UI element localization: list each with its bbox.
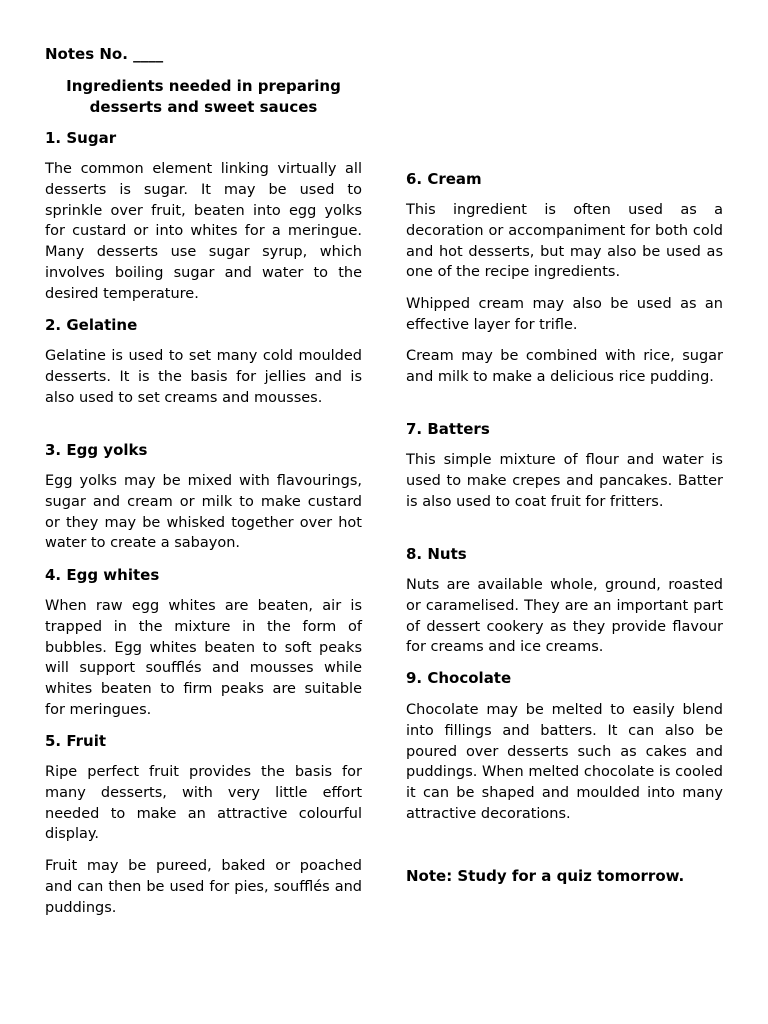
section-heading-cream: 6. Cream xyxy=(406,170,482,188)
section-heading-chocolate: 9. Chocolate xyxy=(406,669,512,687)
page-title: Ingredients needed in preparing desserts and sweet sauces xyxy=(66,77,341,116)
section-text-gelatine: Gelatine is used to set many cold moulded desserts. It is the basis for jellies and is also used to set creams and mousses. xyxy=(45,348,362,406)
section-heading-gelatine: 2. Gelatine xyxy=(45,316,138,334)
section-heading-sugar: 1. Sugar xyxy=(45,129,117,147)
section-text-batters: This simple mixture of flour and water is used to make crepes and pancakes. Batter is also used to coat fruit for fritters. xyxy=(406,452,723,510)
section-text-egg-yolks: Egg yolks may be mixed with flavourings, sugar and cream or milk to make custard or they may be whisked together over hot water to create a sabayon. xyxy=(45,473,362,552)
section-text-nuts: Nuts are available whole, ground, roasted or caramelised. They are an important part of dessert cookery as they provide flavour for creams and ice creams. xyxy=(406,577,723,656)
section-heading-batters: 7. Batters xyxy=(406,420,490,438)
section-heading-egg-yolks: 3. Egg yolks xyxy=(45,441,148,459)
section-text-fruit-1: Ripe perfect fruit provides the basis for many desserts, with very little effort needed to make an attractive colourful display. xyxy=(45,764,362,843)
notes-number: Notes No. ____ xyxy=(45,45,164,63)
section-heading-egg-whites: 4. Egg whites xyxy=(45,566,160,584)
section-heading-fruit: 5. Fruit xyxy=(45,732,107,750)
section-text-chocolate: Chocolate may be melted to easily blend into fillings and batters. It can also be poured over desserts such as cakes and puddings. When melted chocolate is cooled it can be shaped and moulded into many attractive decorations. xyxy=(406,702,723,822)
study-note: Note: Study for a quiz tomorrow. xyxy=(406,867,685,885)
section-text-cream-1: This ingredient is often used as a decoration or accompaniment for both cold and hot desserts, but may also be used as one of the recipe ingredients. xyxy=(406,202,723,281)
section-text-cream-2: Whipped cream may also be used as an effective layer for trifle. xyxy=(406,296,723,333)
section-text-egg-whites: When raw egg whites are beaten, air is trapped in the mixture in the form of bubbles. Egg whites beaten to soft peaks will support soufflés and mousses while whites beaten to firm peaks are suitable for meringues. xyxy=(45,598,362,718)
section-text-sugar: The common element linking virtually all desserts is sugar. It may be used to sprinkle over fruit, beaten into egg yolks for custard or into whites for a meringue. Many desserts use sugar syrup, which involves boiling sugar and water to the desired temperature. xyxy=(45,161,362,302)
section-heading-nuts: 8. Nuts xyxy=(406,545,467,563)
section-text-cream-3: Cream may be combined with rice, sugar and milk to make a delicious rice pudding. xyxy=(406,348,723,385)
section-text-fruit-2: Fruit may be pureed, baked or poached and can then be used for pies, soufflés and puddings. xyxy=(45,858,362,916)
